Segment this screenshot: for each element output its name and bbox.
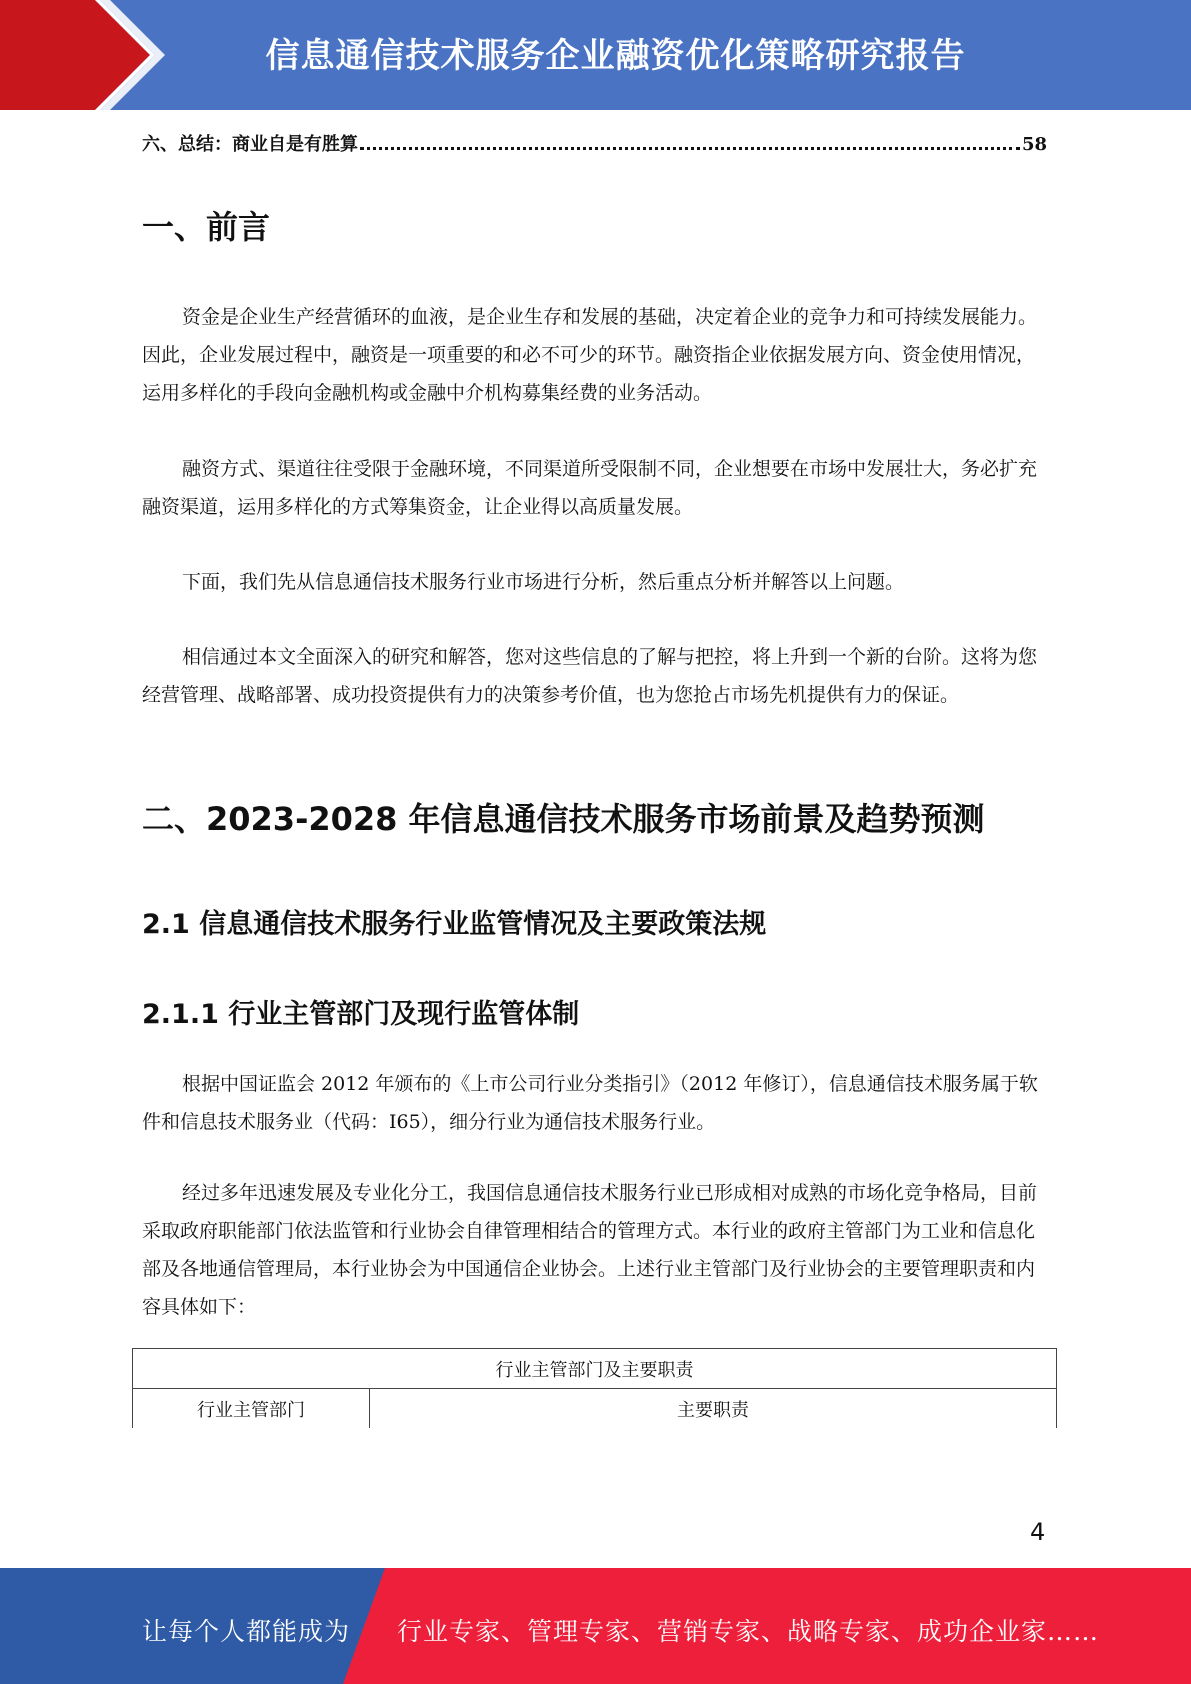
section-heading-forecast: 二、2023-2028 年信息通信技术服务市场前景及趋势预测 <box>142 800 985 838</box>
page-footer <box>0 1568 1191 1684</box>
table-header-department: 行业主管部门 <box>133 1389 370 1429</box>
document-body <box>142 122 1047 1318</box>
page-number: 4 <box>1030 1518 1046 1546</box>
footer-slogan-left: 让每个人都能成为 <box>142 1617 351 1646</box>
table-caption: 行业主管部门及主要职责 <box>133 1349 1057 1389</box>
subsection-heading: 2.1 信息通信技术服务行业监管情况及主要政策法规 <box>142 909 767 940</box>
toc-entry[interactable] <box>142 130 1047 156</box>
paragraph: 经过多年迅速发展及专业化分工，我国信息通信技术服务行业已形成相对成熟的市场化竞争格局，目前采取政府职能部门依法监管和行业协会自律管理相结合的管理方式。本行业的政府主管部门为工业和信息化部及各地通信管理局，本行业协会为中国通信企业协会。上述行业主管部门及行业协会的主要管理职责和内容具体如下： <box>142 1182 1038 1318</box>
paragraph: 资金是企业生产经营循环的血液，是企业生存和发展的基础，决定着企业的竞争力和可持续发展能力。因此，企业发展过程中，融资是一项重要的和必不可少的环节。融资指企业依据发展方向、资金使用情况，运用多样化的手段向金融机构或金融中介机构募集经费的业务活动。 <box>142 306 1038 404</box>
footer-slogan-right: 行业专家、管理专家、营销专家、战略专家、成功企业家…… <box>397 1617 1100 1646</box>
toc-entry-label: 六、总结：商业自是有胜算 <box>142 134 358 155</box>
subsubsection-heading: 2.1.1 行业主管部门及现行监管体制 <box>142 999 580 1030</box>
section-heading-preface: 一、前言 <box>142 208 271 246</box>
paragraph: 融资方式、渠道往往受限于金融环境，不同渠道所受限制不同，企业想要在市场中发展壮大，务必扩充融资渠道，运用多样化的方式筹集资金，让企业得以高质量发展。 <box>142 458 1038 518</box>
toc-leader-dots <box>360 147 1020 150</box>
table-header-duties: 主要职责 <box>370 1389 1057 1429</box>
paragraph: 下面，我们先从信息通信技术服务行业市场进行分析，然后重点分析并解答以上问题。 <box>182 571 905 593</box>
regulator-table <box>132 1348 1057 1428</box>
report-title: 信息通信技术服务企业融资优化策略研究报告 <box>265 36 966 76</box>
page-header <box>0 0 1191 110</box>
paragraph: 根据中国证监会 2012 年颁布的《上市公司行业分类指引》（2012 年修订），信息通信技术服务属于软件和信息技术服务业（代码：I65），细分行业为通信技术服务行业。 <box>142 1073 1038 1133</box>
toc-entry-page: 58 <box>1021 134 1047 155</box>
paragraph: 相信通过本文全面深入的研究和解答，您对这些信息的了解与把控，将上升到一个新的台阶。这将为您经营管理、战略部署、成功投资提供有力的决策参考价值，也为您抢占市场先机提供有力的保证。 <box>142 646 1038 706</box>
